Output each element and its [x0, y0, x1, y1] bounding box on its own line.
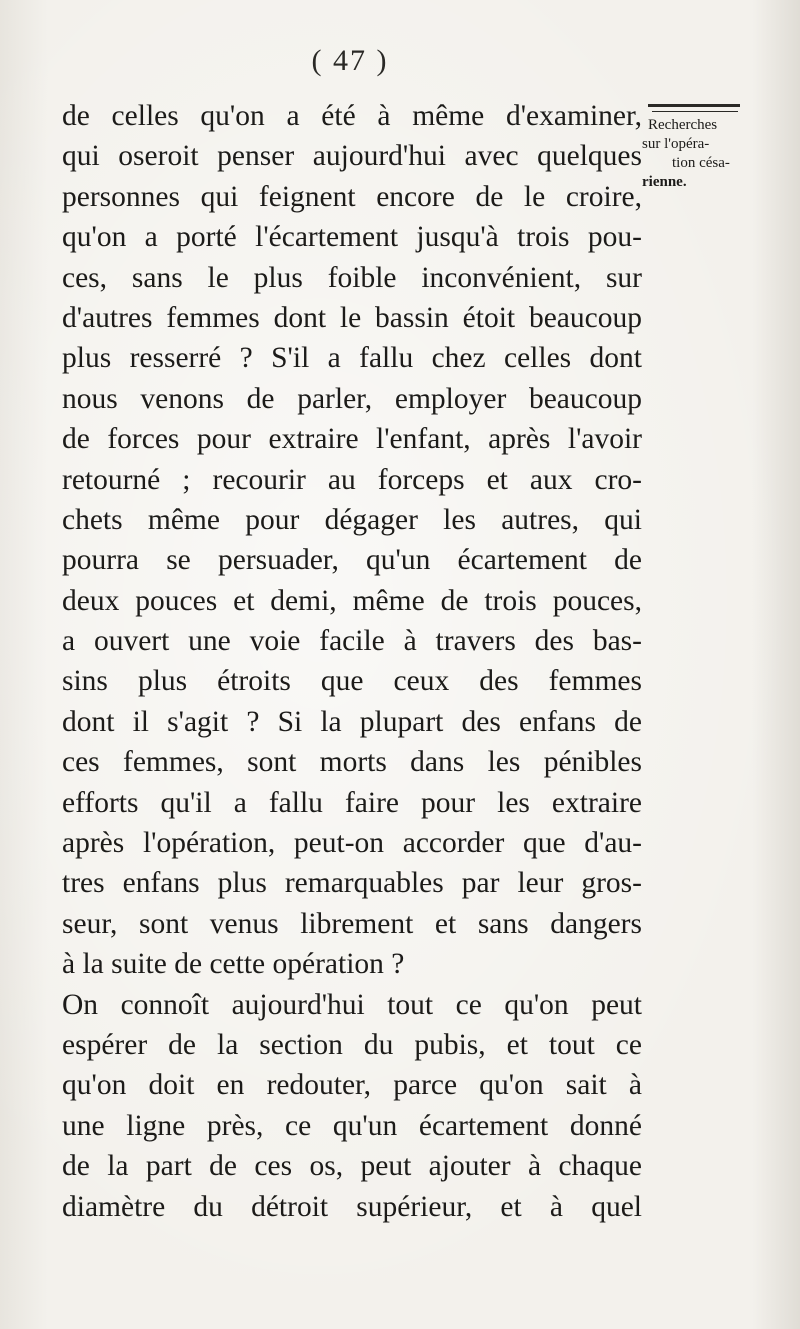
text-line: pourra se persuader, qu'un écartement de [62, 544, 642, 577]
page-number: ( 47 ) [311, 44, 389, 77]
margin-note-line: rienne. [642, 174, 687, 190]
text-line: à la suite de cette opération ? [62, 948, 405, 981]
text-line: ces, sans le plus foible inconvénient, sur [62, 261, 642, 294]
text-line: plus resserré ? S'il a fallu chez celles dont [62, 342, 642, 375]
text-line: seur, sont venus librement et sans dangers [62, 907, 642, 940]
text-line: après l'opération, peut-on accorder que d'au- [62, 827, 642, 860]
margin-note [642, 116, 762, 192]
text-line: On connoît aujourd'hui tout ce qu'on peut [62, 988, 642, 1021]
text-line: dont il s'agit ? Si la plupart des enfans de [62, 705, 642, 738]
text-line: tres enfans plus remarquables par leur gros- [62, 867, 642, 900]
margin-rule [648, 104, 740, 107]
text-line: de forces pour extraire l'enfant, après l'avoir [62, 423, 642, 456]
text-line: ces femmes, sont morts dans les pénibles [62, 746, 642, 779]
text-line: sins plus étroits que ceux des femmes [62, 665, 642, 698]
text-line: de la part de ces os, peut ajouter à chaque [62, 1150, 642, 1183]
margin-rule-thin [652, 111, 738, 112]
text-line: qu'on a porté l'écartement jusqu'à trois pou- [62, 221, 642, 254]
margin-note-line: Recherches [648, 117, 718, 133]
text-line: personnes qui feignent encore de le croire, [62, 180, 642, 213]
text-line: chets même pour dégager les autres, qui [62, 503, 642, 536]
text-line: efforts qu'il a fallu faire pour les extraire [62, 786, 642, 819]
margin-note-line: tion césa- [672, 155, 730, 171]
text-line: espérer de la section du pubis, et tout ce [62, 1028, 642, 1061]
text-line: de celles qu'on a été à même d'examiner, [62, 100, 642, 132]
body-text [62, 96, 642, 1227]
text-line: qui oseroit penser aujourd'hui avec quelques [62, 140, 642, 173]
text-line: une ligne près, ce qu'un écartement donné [62, 1109, 642, 1142]
text-line: nous venons de parler, employer beaucoup [62, 382, 642, 415]
margin-note-line: sur l'opéra- [642, 136, 710, 152]
text-line: a ouvert une voie facile à travers des bas- [62, 625, 642, 658]
text-line: qu'on doit en redouter, parce qu'on sait à [62, 1069, 642, 1102]
text-line: retourné ; recourir au forceps et aux cro- [62, 463, 642, 496]
text-line: diamètre du détroit supérieur, et à quel [62, 1190, 642, 1223]
text-line: deux pouces et demi, même de trois pouces, [62, 584, 642, 617]
text-line: d'autres femmes dont le bassin étoit beaucoup [62, 301, 642, 334]
